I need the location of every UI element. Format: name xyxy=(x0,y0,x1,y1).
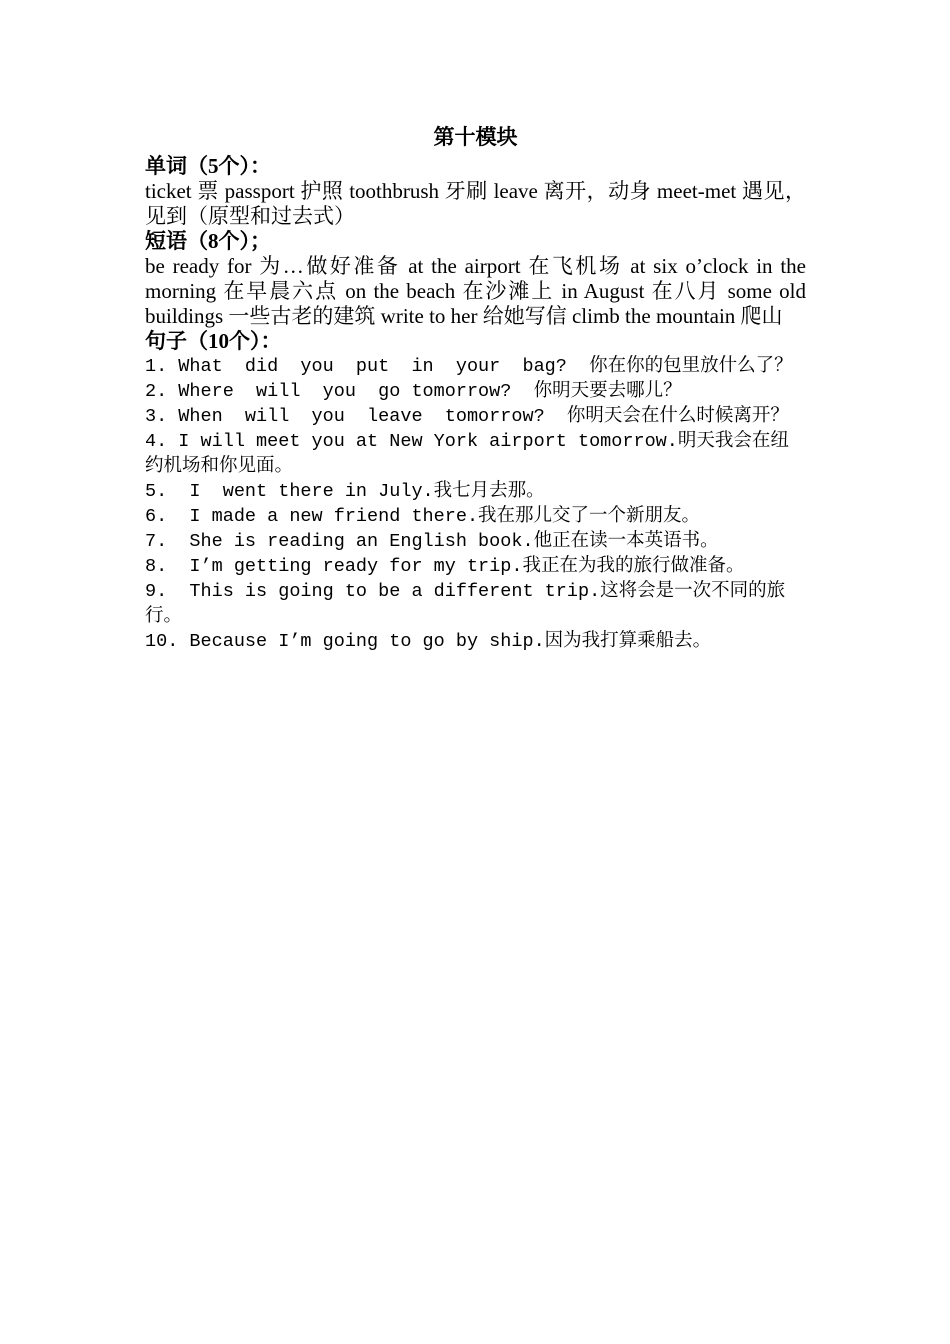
sentence-item: 8. I’m getting ready for my trip.我正在为我的旅行做准备。 xyxy=(145,556,745,577)
sentence-item: 3. When will you leave tomorrow? 你明天会在什么时候离开？ xyxy=(145,406,789,427)
sentence-item: 7. She is reading an English book.他正在读一本英语书。 xyxy=(145,531,719,552)
sentence-item: 10. Because I’m going to go by ship.因为我打算乘船去。 xyxy=(145,631,712,652)
sentence-item: 4. I will meet you at New York airport tomorrow.明天我会在纽约机场和你见面。 xyxy=(145,431,789,477)
page-title: 第十模块 xyxy=(433,125,518,149)
section-heading-phrases: 短语（8个）； xyxy=(145,229,271,253)
sentence-list xyxy=(145,354,806,654)
document-page xyxy=(145,120,806,654)
sentence-item: 2. Where will you go tomorrow? 你明天要去哪儿？ xyxy=(145,381,682,402)
words-paragraph: ticket 票 passport 护照 toothbrush 牙刷 leave 离开，动身 meet-met 遇见，见到（原型和过去式） xyxy=(145,179,806,228)
phrases-paragraph: be ready for 为…做好准备 at the airport 在飞机场 at six o’clock in the morning 在早晨六点 on the beach 在沙滩上 in August 在八月 some old buildings 一些古老的建筑 write to her 给她写信 climb the mountain 爬山 xyxy=(145,254,806,328)
sentence-item: 6. I made a new friend there.我在那儿交了一个新朋友。 xyxy=(145,506,701,527)
sentence-item: 1. What did you put in your bag? 你在你的包里放什么了？ xyxy=(145,356,793,377)
section-heading-words: 单词（5个）： xyxy=(145,154,271,178)
sentence-item: 5. I went there in July.我七月去那。 xyxy=(145,481,545,502)
section-heading-sentences: 句子（10个）： xyxy=(145,329,282,353)
sentence-item: 9. This is going to be a different trip.这将会是一次不同的旅行。 xyxy=(145,581,786,627)
